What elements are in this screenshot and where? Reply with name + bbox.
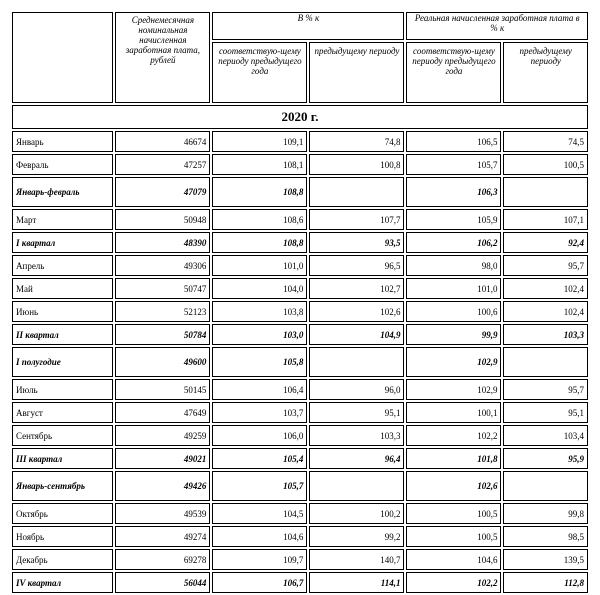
cell-avg-wage: 49259 bbox=[115, 425, 210, 446]
corner-header bbox=[12, 12, 113, 103]
cell-avg-wage: 69278 bbox=[115, 549, 210, 570]
cell-avg-wage: 47257 bbox=[115, 154, 210, 175]
cell-pct-prev: 96,4 bbox=[309, 448, 404, 469]
cell-pct-prev bbox=[309, 177, 404, 207]
cell-avg-wage: 49426 bbox=[115, 471, 210, 501]
cell-avg-wage: 50948 bbox=[115, 209, 210, 230]
cell-pct-same: 109,7 bbox=[212, 549, 307, 570]
cell-real-prev bbox=[503, 347, 588, 377]
row-label: I полугодие bbox=[12, 347, 113, 377]
table-row bbox=[12, 255, 588, 276]
cell-real-same: 102,2 bbox=[406, 572, 501, 593]
cell-real-prev: 74,5 bbox=[503, 131, 588, 152]
row-label: Август bbox=[12, 402, 113, 423]
cell-real-same: 101,0 bbox=[406, 278, 501, 299]
cell-real-same: 104,6 bbox=[406, 549, 501, 570]
cell-pct-same: 106,0 bbox=[212, 425, 307, 446]
cell-real-same: 105,7 bbox=[406, 154, 501, 175]
cell-pct-same: 108,1 bbox=[212, 154, 307, 175]
row-label: Сентябрь bbox=[12, 425, 113, 446]
cell-real-prev: 102,4 bbox=[503, 278, 588, 299]
wage-table-container bbox=[10, 10, 590, 595]
header-real-same: соответствую-щему периоду предыдущего года bbox=[406, 42, 501, 103]
cell-pct-prev: 95,1 bbox=[309, 402, 404, 423]
row-label: Апрель bbox=[12, 255, 113, 276]
cell-real-prev bbox=[503, 471, 588, 501]
cell-avg-wage: 56044 bbox=[115, 572, 210, 593]
cell-pct-prev: 104,9 bbox=[309, 324, 404, 345]
cell-avg-wage: 47079 bbox=[115, 177, 210, 207]
cell-real-prev: 95,9 bbox=[503, 448, 588, 469]
table-row bbox=[12, 209, 588, 230]
cell-real-same: 98,0 bbox=[406, 255, 501, 276]
cell-real-same: 106,5 bbox=[406, 131, 501, 152]
cell-pct-same: 106,4 bbox=[212, 379, 307, 400]
cell-pct-prev: 96,0 bbox=[309, 379, 404, 400]
cell-pct-same: 105,4 bbox=[212, 448, 307, 469]
cell-real-prev: 103,3 bbox=[503, 324, 588, 345]
row-label: Январь-сентябрь bbox=[12, 471, 113, 501]
row-label: Июль bbox=[12, 379, 113, 400]
cell-real-same: 100,6 bbox=[406, 301, 501, 322]
cell-real-same: 102,2 bbox=[406, 425, 501, 446]
cell-avg-wage: 47649 bbox=[115, 402, 210, 423]
table-row bbox=[12, 379, 588, 400]
cell-pct-same: 108,8 bbox=[212, 232, 307, 253]
table-row bbox=[12, 402, 588, 423]
cell-avg-wage: 50145 bbox=[115, 379, 210, 400]
table-row bbox=[12, 503, 588, 524]
table-row bbox=[12, 425, 588, 446]
cell-real-prev: 107,1 bbox=[503, 209, 588, 230]
cell-real-same: 100,5 bbox=[406, 526, 501, 547]
cell-pct-prev: 100,2 bbox=[309, 503, 404, 524]
cell-real-same: 99,9 bbox=[406, 324, 501, 345]
cell-avg-wage: 50784 bbox=[115, 324, 210, 345]
cell-pct-prev: 74,8 bbox=[309, 131, 404, 152]
header-real-group: Реальная начисленная заработная плата в % к bbox=[406, 12, 588, 40]
cell-pct-prev: 100,8 bbox=[309, 154, 404, 175]
cell-pct-prev: 102,7 bbox=[309, 278, 404, 299]
cell-real-prev bbox=[503, 177, 588, 207]
cell-real-same: 102,9 bbox=[406, 379, 501, 400]
cell-real-prev: 99,8 bbox=[503, 503, 588, 524]
cell-pct-same: 101,0 bbox=[212, 255, 307, 276]
cell-avg-wage: 50747 bbox=[115, 278, 210, 299]
cell-pct-same: 104,0 bbox=[212, 278, 307, 299]
row-label: II квартал bbox=[12, 324, 113, 345]
cell-pct-prev bbox=[309, 347, 404, 377]
cell-real-prev: 92,4 bbox=[503, 232, 588, 253]
row-label: IV квартал bbox=[12, 572, 113, 593]
cell-real-prev: 103,4 bbox=[503, 425, 588, 446]
cell-real-prev: 100,5 bbox=[503, 154, 588, 175]
cell-avg-wage: 49306 bbox=[115, 255, 210, 276]
table-row bbox=[12, 471, 588, 501]
row-label: Декабрь bbox=[12, 549, 113, 570]
cell-real-same: 102,9 bbox=[406, 347, 501, 377]
cell-pct-same: 103,7 bbox=[212, 402, 307, 423]
cell-avg-wage: 49600 bbox=[115, 347, 210, 377]
row-label: Октябрь bbox=[12, 503, 113, 524]
cell-real-prev: 139,5 bbox=[503, 549, 588, 570]
cell-pct-prev: 93,5 bbox=[309, 232, 404, 253]
row-label: Январь-февраль bbox=[12, 177, 113, 207]
cell-pct-same: 104,5 bbox=[212, 503, 307, 524]
cell-real-prev: 98,5 bbox=[503, 526, 588, 547]
cell-real-same: 105,9 bbox=[406, 209, 501, 230]
cell-pct-same: 109,1 bbox=[212, 131, 307, 152]
cell-avg-wage: 46674 bbox=[115, 131, 210, 152]
row-label: I квартал bbox=[12, 232, 113, 253]
wage-table bbox=[10, 10, 590, 595]
cell-avg-wage: 49021 bbox=[115, 448, 210, 469]
cell-real-prev: 95,7 bbox=[503, 379, 588, 400]
cell-pct-same: 104,6 bbox=[212, 526, 307, 547]
cell-pct-same: 103,0 bbox=[212, 324, 307, 345]
row-label: Февраль bbox=[12, 154, 113, 175]
cell-pct-same: 105,7 bbox=[212, 471, 307, 501]
cell-real-same: 100,1 bbox=[406, 402, 501, 423]
table-row bbox=[12, 448, 588, 469]
cell-pct-prev: 140,7 bbox=[309, 549, 404, 570]
table-row bbox=[12, 232, 588, 253]
cell-pct-prev bbox=[309, 471, 404, 501]
row-label: Май bbox=[12, 278, 113, 299]
header-pct-prev: предыдущему периоду bbox=[309, 42, 404, 103]
cell-pct-same: 103,8 bbox=[212, 301, 307, 322]
header-pct-group: В % к bbox=[212, 12, 404, 40]
cell-pct-same: 106,7 bbox=[212, 572, 307, 593]
cell-real-same: 106,2 bbox=[406, 232, 501, 253]
table-row bbox=[12, 301, 588, 322]
row-label: Январь bbox=[12, 131, 113, 152]
cell-avg-wage: 48390 bbox=[115, 232, 210, 253]
row-label: Июнь bbox=[12, 301, 113, 322]
table-row bbox=[12, 177, 588, 207]
table-row bbox=[12, 154, 588, 175]
table-row bbox=[12, 572, 588, 593]
cell-real-prev: 95,7 bbox=[503, 255, 588, 276]
table-row bbox=[12, 549, 588, 570]
cell-avg-wage: 49539 bbox=[115, 503, 210, 524]
table-row bbox=[12, 347, 588, 377]
cell-pct-same: 108,8 bbox=[212, 177, 307, 207]
cell-avg-wage: 52123 bbox=[115, 301, 210, 322]
cell-real-same: 106,3 bbox=[406, 177, 501, 207]
cell-real-same: 100,5 bbox=[406, 503, 501, 524]
cell-pct-same: 105,8 bbox=[212, 347, 307, 377]
row-label: III квартал bbox=[12, 448, 113, 469]
cell-pct-prev: 96,5 bbox=[309, 255, 404, 276]
cell-pct-prev: 107,7 bbox=[309, 209, 404, 230]
cell-real-same: 101,8 bbox=[406, 448, 501, 469]
table-row bbox=[12, 131, 588, 152]
cell-real-prev: 112,8 bbox=[503, 572, 588, 593]
header-pct-same: соответствую-щему периоду предыдущего года bbox=[212, 42, 307, 103]
cell-pct-prev: 114,1 bbox=[309, 572, 404, 593]
row-label: Ноябрь bbox=[12, 526, 113, 547]
table-row bbox=[12, 526, 588, 547]
cell-avg-wage: 49274 bbox=[115, 526, 210, 547]
cell-pct-same: 108,6 bbox=[212, 209, 307, 230]
cell-real-prev: 102,4 bbox=[503, 301, 588, 322]
table-row bbox=[12, 278, 588, 299]
header-avg-wage: Среднемесячная номинальная начисленная заработная плата, рублей bbox=[115, 12, 210, 103]
cell-pct-prev: 99,2 bbox=[309, 526, 404, 547]
cell-pct-prev: 103,3 bbox=[309, 425, 404, 446]
cell-real-same: 102,6 bbox=[406, 471, 501, 501]
table-row bbox=[12, 324, 588, 345]
cell-real-prev: 95,1 bbox=[503, 402, 588, 423]
row-label: Март bbox=[12, 209, 113, 230]
year-label: 2020 г. bbox=[12, 105, 588, 129]
cell-pct-prev: 102,6 bbox=[309, 301, 404, 322]
header-real-prev: предыдущему периоду bbox=[503, 42, 588, 103]
